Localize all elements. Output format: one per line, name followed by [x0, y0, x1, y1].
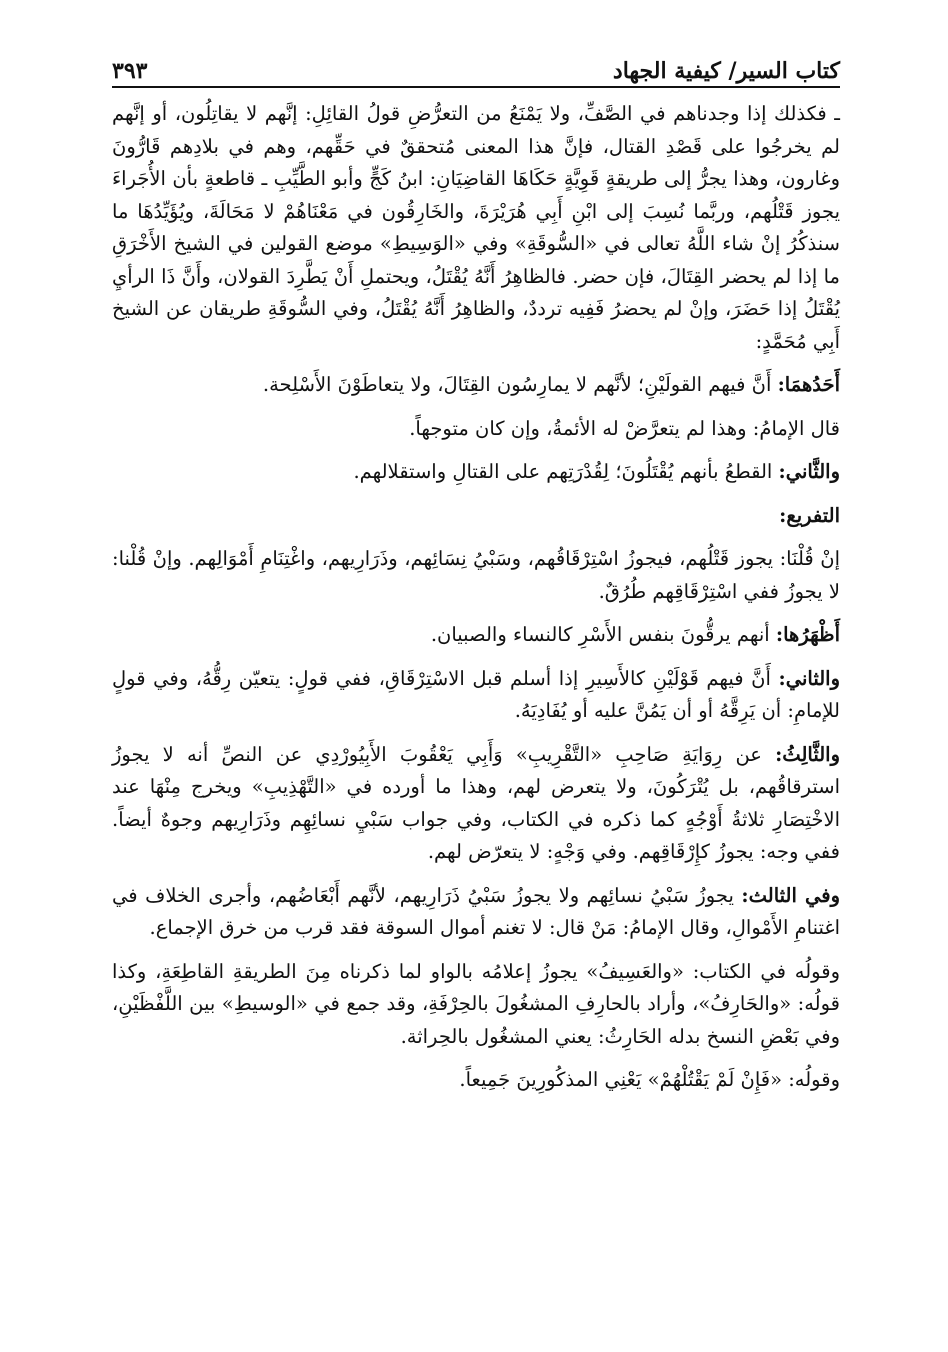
paragraph	[112, 739, 840, 869]
paragraph-text: يجوزُ سَبْيُ نسائِهم ولا يجوزُ سَبْيُ ذَرَارِيهم، لأنَّهم أَبْعَاضُهم، وأجرى الخلاف في اغتنامِ الأَمْوالِ، وقال الإمامُ: مَنْ قال: لا تغنم أموال السوقة فقد قرب من خرق الإجماع.	[112, 883, 840, 939]
paragraph-lead: والثاني:	[778, 666, 840, 690]
paragraph	[112, 663, 840, 728]
paragraph	[112, 880, 840, 945]
running-title: كتاب السير/ كيفية الجهاد	[612, 58, 840, 84]
paragraph	[112, 543, 840, 608]
paragraph-text: وقولُه في الكتاب: «والعَسِيفُ» يجوزُ إعلامُه بالواو لما ذكرناه مِنَ الطريقةِ القاطِعَةِ، وكذا قولُه: «والحَارِفُ»، وأراد بالحارِفِ المشغُولَ بالحِرْفَةِ، وقد جمع في «الوسيطِ» بين اللَّفْظَيْنِ، وفي بَعْضِ النسخ بدله الحَارِثُ: يعني المشغُول بالحِراثة.	[112, 959, 840, 1048]
paragraph-text: القطعُ بأنهم يُقْتَلُونَ؛ لِقُدْرَتِهم على القتالِ واستقلالهم.	[353, 460, 779, 483]
paragraph	[112, 98, 840, 358]
paragraph	[112, 619, 840, 652]
paragraph	[112, 369, 840, 402]
paragraph-text: أنهم يرقُّونَ بنفس الأَسْرِ كالنساء والصبيان.	[430, 623, 776, 646]
paragraph-lead: أَحَدُهمَا:	[777, 373, 840, 396]
paragraph	[112, 413, 840, 446]
body-text	[112, 98, 840, 1108]
paragraph-text: قال الإمامُ: وهذا لم يتعرَّضْ له الأئمةُ، وإن كان متوجهاً.	[409, 416, 840, 440]
paragraph-text: أَنَّ فيهم القولَيْنِ؛ لأنَّهم لا يمارِسُون القِتَالَ، ولا يتعاطَوْنَ الأَسْلِحة.	[262, 373, 778, 396]
paragraph-lead: التفريع:	[779, 503, 840, 527]
header-divider	[112, 86, 840, 88]
paragraph	[112, 956, 840, 1054]
paragraph-lead: والثَّاني:	[778, 460, 840, 483]
section-heading	[112, 500, 840, 533]
page-number: ٣٩٣	[112, 58, 148, 84]
paragraph-lead: والثَّالِثُ:	[775, 742, 840, 766]
paragraph-text: أَنَّ فيهم قَوْلَيْنِ كالأَسِيرِ إذا أسلم قبل الاسْتِرْقَاقِ، ففي قولٍ: يتعيّن رِقُّهُ، وفي قولٍ للإمامِ: أن يَرِقَّهُ أو أن يَمُنَّ عليه أو يُفَادِيَهُ.	[112, 666, 840, 722]
paragraph-lead: وفي الثالث:	[741, 883, 840, 907]
paragraph	[112, 456, 840, 489]
paragraph-text: إنْ قُلْنَا: يجوز قَتْلُهم، فيجوزُ اسْتِرْقَاقُهم، وسَبْيُ نِسَائِهم، وذَرَارِيهم، واغْتِنَامِ أَمْوَالِهم. وإنْ قُلْنا: لا يجوزُ ففي اسْتِرْقَاقِهم طُرُقٌ.	[112, 547, 840, 603]
paragraph-text: ـ فكذلك إذا وجدناهم في الصَّفِّ، ولا يَمْنَعُ من التعرُّضِ قولُ القائِلِ: إنَّهم لا يقاتِلُون، أو إنَّهم لم يخرجُوا على قَصْدِ القتال، فإنَّ هذا المعنى مُتحققٌ في حَقِّهم، وهم في بلادِهم قَارُّونَ وغارون، وهذا يجرُّ إلى طريقةٍ قَوِيَّةٍ حَكَاهَا القاضِيَانِ: ابنُ كَجٍّ وأبو الطَّيِّبِ ـ قاطعةٍ بأن الأُجَراءَ يجوز قَتْلُهم، وربَّما نُسِبَ إلى ابْنِ أَبِي هُرَيْرَةَ، والخَارِقُون في مَعْنَاهُمْ لا مَحَالَةَ، ويُؤَيِّدُهَا ما سنذكُرُ إنْ شاء اللَّهُ تعالى في «السُّوقَةِ» وفي «الوَسِيطِ» موضع القولين في الشيخ الأَخْرَقِ ما إذا لم يحضر القِتَالَ، فإن حضر. فالظاهِرُ أَنَّهُ يُقْتَلُ، ويحتملِ أَنْ يَطَّرِدَ القولان، وأَنَّ ذَا الرأيِ يُقْتَلُ إذا حَضَرَ، وإنْ لم يحضرُ فَفِيه ترددٌ، والظاهِرُ أَنَّهُ يُقْتَلُ، وفي السُّوقَةِ طريقان عن الشيخ أَبِي مُحَمَّدٍ:	[112, 102, 840, 353]
paragraph-text: عن رِوَايَةِ صَاحِبِ «التَّقْرِيبِ» وَأَبِي يَعْقُوبَ الأَبِيُورْدِي عن النصِّ أنه لا يجوزُ استرقاقُهم، بل يُتْرَكُونَ، ولا يتعرض لهم، وهذا ما أورده في «التَّهْذِيبِ» ويخرج مِنْهَا عند الاخْتِصَارِ ثلاثةُ أَوْجُهٍ كما ذكره في الكتاب، وفي جواب سَبْيِ نسائِهِم وذَرَارِيهم وجوهٌ أيضاً. ففي وجه: يجوزُ كإِرْقَاقِهم. وفي وَجْهٍ: لا يتعرّض لهم.	[112, 742, 840, 863]
paragraph-lead: أَظْهَرُها:	[775, 623, 840, 646]
paragraph	[112, 1064, 840, 1097]
paragraph-text: وقولُه: «فَإِنْ لَمْ يَقْتُلْهُمْ» يَعْنِي المذكُورِينَ جَمِيعاً.	[459, 1068, 840, 1091]
running-header	[112, 40, 840, 84]
